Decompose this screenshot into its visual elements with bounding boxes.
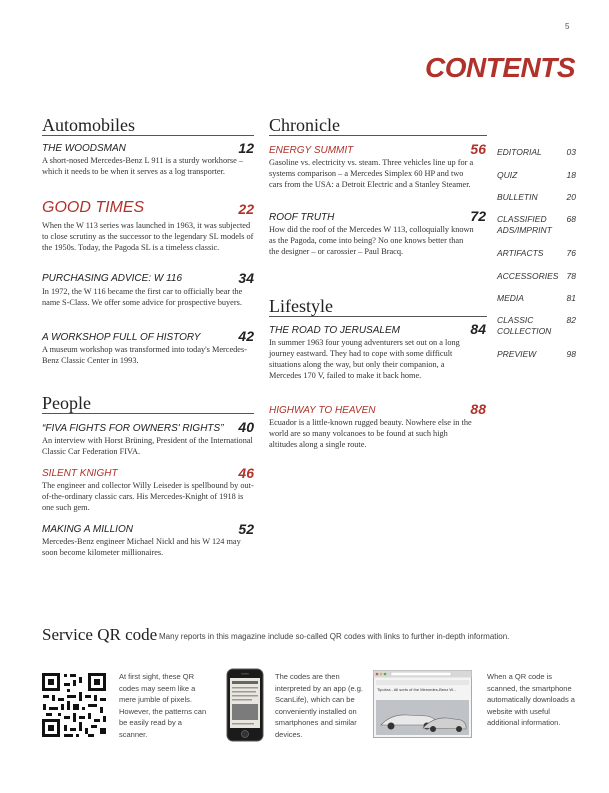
article-summary: When the W 113 series was launched in 1963, it was subjected to close scrutiny as the successor to the legendary SL models of the 1950s. Today, the Pagoda SL is a timeless classic.: [42, 221, 254, 252]
article-summary: A museum workshop was transformed into today's Mercedes-Benz Classic Center in 1993.: [42, 345, 247, 365]
sidebar-page: 68: [566, 214, 576, 224]
article-title[interactable]: ENERGY SUMMIT: [269, 145, 354, 156]
section-divider: [269, 135, 487, 136]
article-title[interactable]: GOOD TIMES: [42, 199, 145, 216]
qr-code-icon: [40, 671, 108, 739]
article-title[interactable]: ROOF TRUTH: [269, 212, 335, 223]
page-title: CONTENTS: [425, 52, 575, 83]
page-ref: 42: [238, 328, 254, 344]
section-divider: [42, 135, 254, 136]
article-summary: Ecuador is a little-known rugged beauty. Nowhere else in the world are so many volcanoes to be found at such high altitudes along a single route.: [269, 418, 472, 449]
page-ref: 84: [470, 321, 486, 337]
sidebar-page: 18: [566, 170, 576, 180]
sidebar-item-accessories[interactable]: ACCESSORIES: [497, 271, 559, 281]
section-title-automobiles: Automobiles: [42, 115, 135, 135]
article-title[interactable]: “FIVA FIGHTS FOR OWNERS' RIGHTS”: [42, 423, 224, 434]
sidebar-item-media[interactable]: MEDIA: [497, 293, 524, 303]
sidebar-item-classified[interactable]: CLASSIFIED ADS/IMPRINT: [497, 214, 552, 235]
article-title[interactable]: SILENT KNIGHT: [42, 468, 118, 479]
page-ref: 52: [238, 521, 254, 537]
sidebar-page: 76: [566, 248, 576, 258]
article-title[interactable]: PURCHASING ADVICE: W 116: [42, 273, 183, 284]
section-title-chronicle: Chronicle: [269, 115, 340, 135]
sidebar-page: 03: [566, 147, 576, 157]
section-divider: [269, 316, 487, 317]
article-title[interactable]: A WORKSHOP FULL OF HISTORY: [42, 332, 201, 343]
sidebar-item-bulletin[interactable]: BULLETIN: [497, 192, 538, 202]
sidebar-item-editorial[interactable]: EDITORIAL: [497, 147, 542, 157]
sidebar-page: 20: [566, 192, 576, 202]
article-summary: The engineer and collector Willy Leiseder is spellbound by out-of-the-ordinary classic cars. His Mercedes-Knight of 1918 is one such gem.: [42, 481, 254, 512]
section-divider: [42, 413, 254, 414]
smartphone-icon: [226, 668, 264, 742]
sidebar-page: 98: [566, 349, 576, 359]
article-summary: An interview with Horst Brüning, President of the International Classic Car Federation FIVA.: [42, 436, 253, 456]
article-summary: Mercedes-Benz engineer Michael Nickl and his W 124 may soon become kilometer millionaires.: [42, 537, 241, 557]
article-title[interactable]: MAKING A MILLION: [42, 524, 133, 535]
article-summary: Gasoline vs. electricity vs. steam. Three vehicles line up for a systems comparison – a Mercedes Simplex 60 HP and two cars from the USA: a Detroit Electric and a Stanley Steamer.: [269, 158, 474, 189]
page-ref: 72: [470, 208, 486, 224]
section-title-people: People: [42, 393, 91, 413]
qr-step-2-text: The codes are then interpreted by an app (e.g. ScanLife), which can be conveniently installed on smartphones and similar devices.: [275, 672, 363, 739]
page-ref: 88: [470, 401, 486, 417]
sidebar-item-preview[interactable]: PREVIEW: [497, 349, 537, 359]
page-ref: 34: [238, 270, 254, 286]
website-caption: Tipobra - All sorts of the Mercedes-Benz W...: [377, 687, 457, 692]
page-ref: 40: [238, 419, 254, 435]
article-summary: A short-nosed Mercedes-Benz L 911 is a sturdy workhorse – which it needs to be when it serves as a log transporter.: [42, 156, 244, 176]
sidebar-item-classic-collection[interactable]: CLASSIC COLLECTION: [497, 315, 552, 336]
page-number: 5: [565, 22, 570, 31]
section-title-lifestyle: Lifestyle: [269, 296, 333, 316]
sidebar-page: 81: [566, 293, 576, 303]
sidebar-page: 78: [566, 271, 576, 281]
article-title[interactable]: THE ROAD TO JERUSALEM: [269, 325, 400, 336]
qr-step-1-text: At first sight, these QR codes may seem like a mere jumble of pixels. However, the patterns can be easily read by a scanner.: [119, 672, 207, 739]
article-title[interactable]: HIGHWAY TO HEAVEN: [269, 405, 376, 416]
qr-step-3-text: When a QR code is scanned, the smartphone automatically downloads a website with useful additional information.: [487, 672, 575, 727]
article-summary: How did the roof of the Mercedes W 113, colloquially known as the Pagoda, come into being? No one knows better than the designer – or carossier – Paul Bracq.: [269, 225, 474, 256]
sidebar-item-quiz[interactable]: QUIZ: [497, 170, 518, 180]
page-ref: 22: [238, 201, 254, 217]
sidebar-item-artifacts[interactable]: ARTIFACTS: [497, 248, 544, 258]
article-summary: In summer 1963 four young adventurers set out on a long journey eastward. They had to cope with some difficult situations along the way, but only their companion, a Mercedes 170 V, failed to make it back home.: [269, 338, 460, 380]
page-ref: 12: [238, 140, 254, 156]
page-ref: 56: [470, 141, 486, 157]
article-title[interactable]: THE WOODSMAN: [42, 143, 126, 154]
page-ref: 46: [238, 465, 254, 481]
sidebar-page: 82: [566, 315, 576, 325]
website-screenshot: [373, 670, 472, 738]
qr-section-title: Service QR code: [42, 625, 158, 644]
qr-intro-text: Many reports in this magazine include so-called QR codes with links to further in-depth information.: [159, 632, 510, 641]
article-summary: In 1972, the W 116 became the first car to officially bear the name S-Class. We offer some advice for prospective buyers.: [42, 287, 243, 307]
